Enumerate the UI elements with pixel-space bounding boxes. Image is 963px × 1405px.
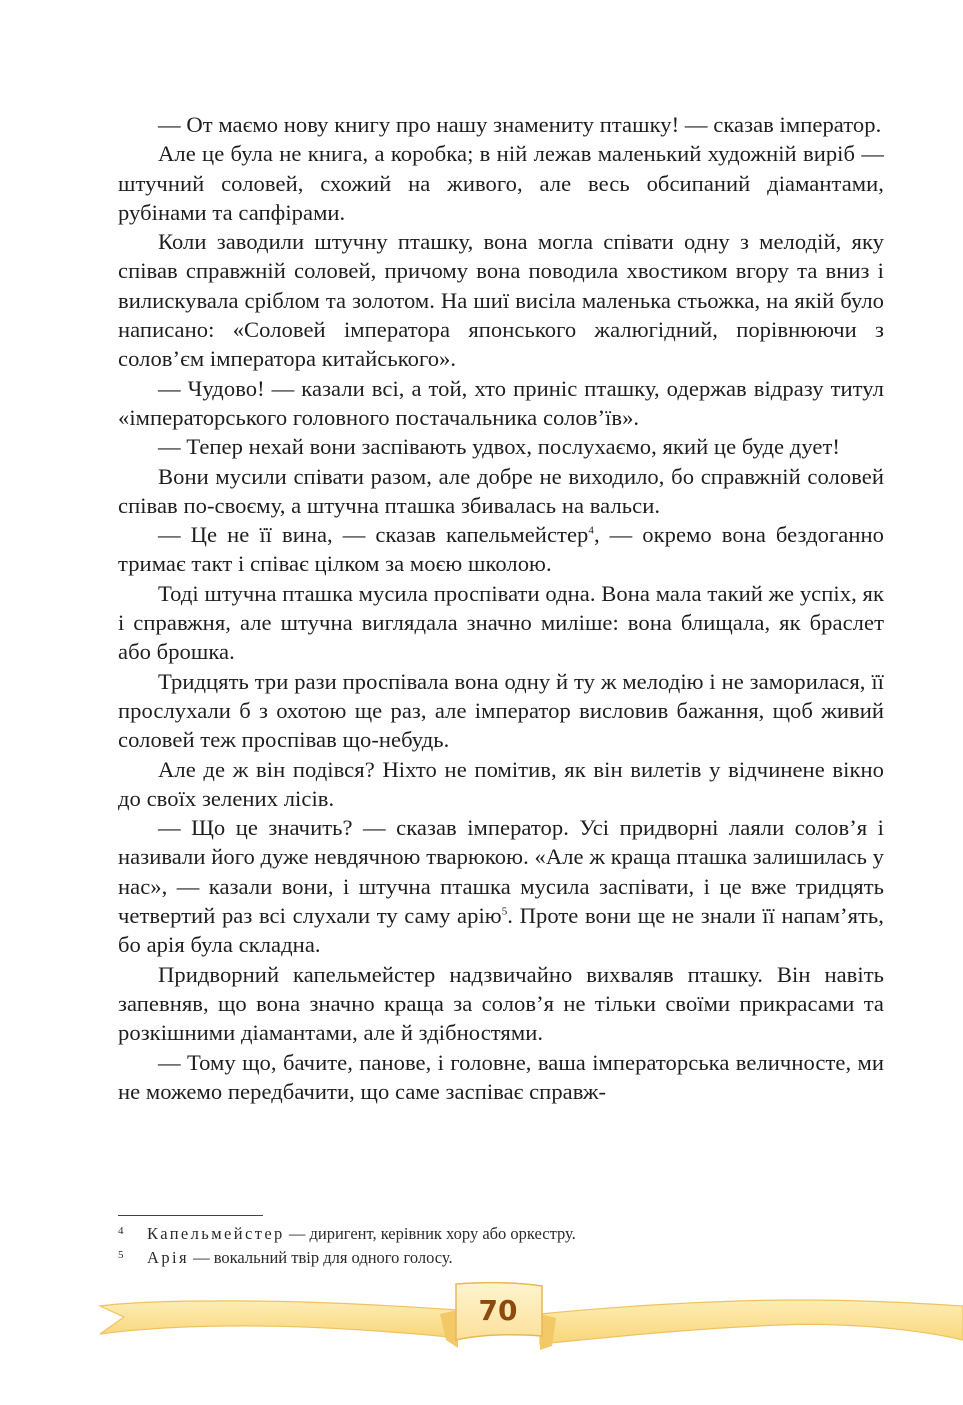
paragraph: Але де ж він подівся? Ніхто не помітив, як він вилетів у відчинене вікно до своїх зелених лісів. [118,756,884,811]
footnote-number: 5 [118,1249,124,1261]
paragraph: Тоді штучна пташка мусила проспівати одна. Вона мала такий же успіх, як і справжня, але штучна виглядала значно миліше: вона блищала, як браслет або брошка. [118,580,884,665]
footnote-term: Капельмейстер [147,1224,285,1243]
footnote-reference: 4 [588,524,594,537]
paragraph-with-footnote [118,813,884,959]
paragraph: — Чудово! — казали всі, а той, хто приніс пташку, одержав відразу титул «імператорського головного постачальника солов’їв». [118,375,884,430]
paragraph: — Тепер нехай вони заспівають удвох, послухаємо, який це буде дует! [158,434,840,460]
paragraph: Придворний капельмейстер надзвичайно вихваляв пташку. Він навіть запевняв, що вона значно краща за солов’я не тільки своїми прикрасами та розкішними діамантами, але й здібностями. [118,961,884,1046]
paragraph-with-footnote [118,520,884,579]
paragraph: Але це була не книга, а коробка; в ній лежав маленький художній виріб — штучний соловей, схожий на живого, але весь обсипаний діамантами, рубінами та сапфірами. [118,141,884,225]
paragraph: Тридцять три рази проспівала вона одну й ту ж мелодію і не заморилася, її прослухали б з охотою ще раз, але імператор висловив бажання, щоб живий соловей теж проспівав що-небудь. [118,668,884,753]
paragraph-text: , — окремо вона бездоганно тримає такт і співає цілком за моєю школою. [118,522,884,577]
footnote-item [118,1222,884,1246]
footnote-definition: — диригент, керівник хору або оркестру. [284,1224,576,1243]
page-body [118,110,884,1106]
paragraph-text: — Що це значить? — сказав імператор. Усі придворні лаяли солов’я і називали його дуже невдячною тварюкою. «Але ж краща пташка залишилась у нас», — казали вони, і штучна пташка мусила заспівати, і це вже тридцять четвертий раз всі слухали ту саму арію [118,815,884,929]
page-number: 70 [478,1294,518,1327]
ribbon-right [540,1300,963,1344]
paragraph: — Тому що, бачите, панове, і головне, ваша імператорська величносте, ми не можемо передбачити, що саме заспіває справж- [118,1049,884,1104]
footnote-item [118,1246,884,1270]
footnote-reference: 5 [501,905,508,918]
footnote-divider [118,1215,263,1216]
footnote-definition: — вокальний твір для одного голосу. [188,1248,453,1267]
paragraph: Вони мусили співати разом, але добре не виходило, бо справжній соловей співав по-своєму, а штучна пташка збивалась на вальси. [118,463,884,518]
ribbon-left [100,1301,458,1338]
footnote-text [147,1246,453,1270]
paragraph: — От маємо нову книгу про нашу знамениту пташку! — сказав імператор. [158,112,882,137]
paragraph-text: — Це не її вина, — сказав капельмейстер [158,522,589,548]
paragraph-text: . Проте вони ще не знали її напам’ять, бо арія була складна. [118,903,884,958]
footnote-number: 4 [118,1225,124,1237]
footnote-text [147,1222,576,1246]
footnotes [118,1222,884,1270]
paragraph: Коли заводили штучну пташку, вона могла співати одну з мелодій, яку співав справжній соловей, причому вона поводила хвостиком вгору та вниз і вилискувала сріблом та золотом. На шиї висіла маленька стьожка, на якій було написано: «Соловей імператора японського жалюгідний, порівнюючи з солов’єм імператора китайського». [118,229,884,372]
footnote-term: Арія [147,1248,189,1267]
